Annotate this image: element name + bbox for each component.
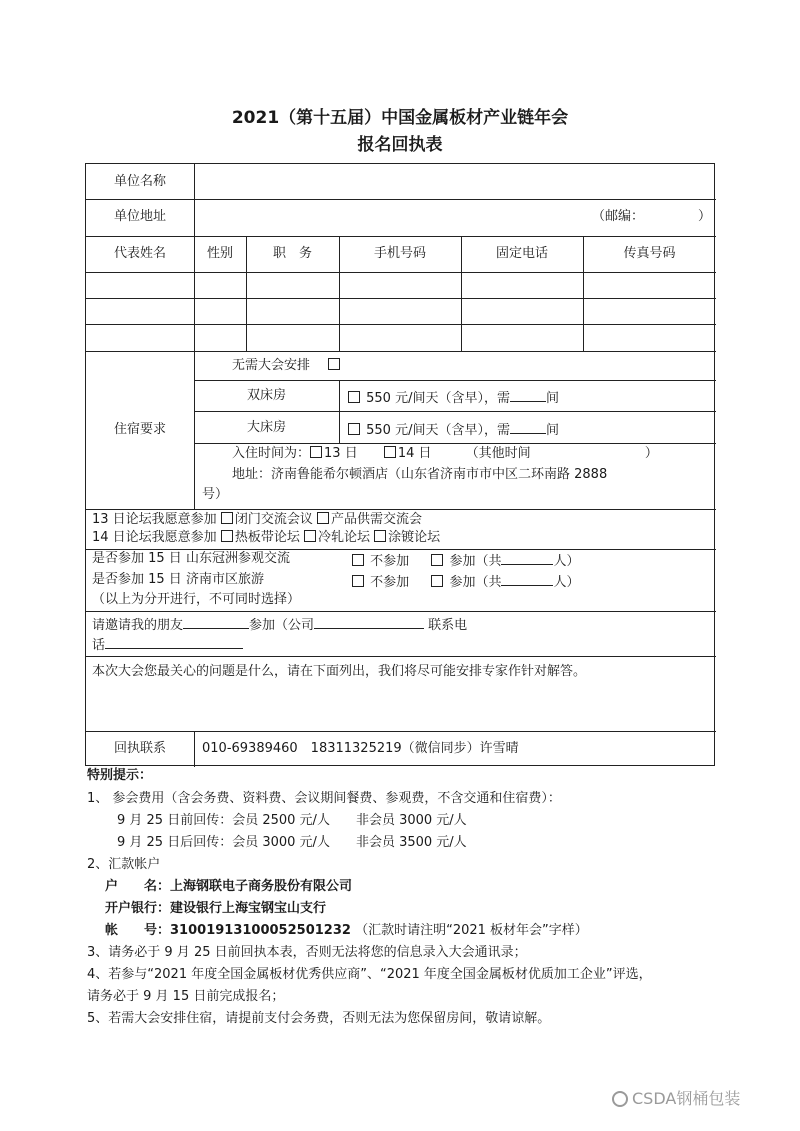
forum13-closed-checkbox[interactable]: [221, 512, 233, 524]
checkin-13-label: 13 日: [324, 446, 358, 461]
divider: [194, 411, 716, 412]
visit2-label: 是否参加 15 日 济南市区旅游: [92, 572, 264, 587]
bank-name: 建设银行上海宝钢宝山支行: [170, 901, 327, 916]
reply-contact: 010-69389460 18311325219（微信同步）许雪晴: [202, 741, 519, 756]
visit1-yes-checkbox[interactable]: [431, 554, 443, 566]
unit-name-field[interactable]: [198, 167, 712, 197]
note-4b: 请务必于 9 月 15 日前完成报名；: [87, 989, 285, 1004]
watermark-text: CSDA钢桶包装: [632, 1089, 741, 1108]
col-landline: 固定电话: [495, 246, 548, 261]
page-subtitle: 报名回执表: [357, 135, 443, 155]
double-room-label: 双床房: [246, 388, 286, 403]
note-3: 3、请务必于 9 月 25 日前回执本表，否则无法将您的信息录入大会通讯录；: [87, 945, 527, 960]
note-1b: 9 月 25 日后回传：会员 3000 元/人 非会员 3500 元/人: [117, 835, 467, 850]
forum13-row: [92, 512, 422, 528]
account-name: 上海钢联电子商务股份有限公司: [170, 879, 353, 894]
checkin-label: 入住时间为：: [232, 446, 311, 461]
forum14-coldroll-checkbox[interactable]: [304, 530, 316, 542]
col-representative-name: 代表姓名: [113, 246, 166, 261]
divider: [86, 351, 716, 352]
divider: [86, 656, 716, 657]
visit2-no-checkbox[interactable]: [352, 575, 364, 587]
account-name-row: [105, 879, 352, 895]
visit1-yes-label: 参加（共: [449, 554, 502, 569]
friend-company-field[interactable]: [314, 615, 424, 629]
col-mobile: 手机号码: [373, 246, 426, 261]
col-position: 职 务: [272, 246, 312, 261]
visit2-count-field[interactable]: [501, 572, 553, 586]
checkin-14-checkbox[interactable]: [384, 446, 396, 458]
large-room-unit: 间: [545, 423, 559, 438]
note-4: 4、若参与“2021 年度全国金属板材优秀供应商”、“2021 年度全国金属板材优质加工企业”评选，: [87, 967, 652, 982]
invite-row2: [92, 635, 243, 654]
watermark: [612, 1086, 740, 1109]
visit1-unit: 人）: [553, 554, 580, 569]
divider: [194, 443, 716, 444]
forum14-hotstrip-checkbox[interactable]: [221, 530, 233, 542]
forum13-supply-label: 产品供需交流会: [330, 512, 422, 527]
account-name-label: 户 名：: [105, 879, 171, 894]
divider: [86, 272, 716, 273]
unit-address-label: 单位地址: [113, 209, 166, 224]
friend-phone-field[interactable]: [105, 635, 243, 649]
visit1-no-label: 不参加: [370, 554, 410, 569]
visit1-no-checkbox[interactable]: [352, 554, 364, 566]
divider: [86, 509, 716, 510]
note-1a: 9 月 25 日前回传：会员 2500 元/人 非会员 3000 元/人: [117, 813, 467, 828]
hotel-address-line1: 地址：济南鲁能希尔顿酒店（山东省济南市市中区二环南路 2888: [232, 467, 608, 482]
double-room-checkbox[interactable]: [348, 391, 360, 403]
no-lodging-checkbox[interactable]: [328, 358, 340, 370]
forum13-supply-checkbox[interactable]: [317, 512, 329, 524]
visit2-yes-label: 参加（共: [449, 575, 502, 590]
invite-text3: 联系电: [428, 618, 468, 633]
hotel-address-line2: 号）: [202, 487, 229, 502]
note-2: 2、汇款帐户: [87, 857, 161, 872]
visit1-count-field[interactable]: [501, 551, 553, 565]
forum14-hotstrip-label: 热板带论坛: [234, 530, 300, 545]
large-room-price: 550 元/间天（含早），需: [366, 423, 510, 438]
visit1-options: [352, 551, 579, 570]
divider: [86, 549, 716, 550]
friend-name-field[interactable]: [183, 615, 249, 629]
unit-address-field[interactable]: [198, 203, 598, 233]
wechat-icon: [612, 1091, 628, 1107]
large-room-count-field[interactable]: [510, 420, 546, 434]
postcode-label: （邮编：: [592, 209, 645, 224]
account-number: 31001913100052501232: [170, 923, 351, 938]
note-5: 5、若需大会安排住宿，请提前支付会务费，否则无法为您保留房间，敬请谅解。: [87, 1011, 551, 1026]
large-room-checkbox[interactable]: [348, 423, 360, 435]
no-lodging-label: 无需大会安排: [232, 358, 311, 373]
visit2-no-label: 不参加: [370, 575, 410, 590]
forum14-coating-checkbox[interactable]: [374, 530, 386, 542]
checkin-14-label: 14 日: [397, 446, 432, 461]
divider: [86, 236, 716, 237]
col-gender: 性别: [206, 246, 233, 261]
forum13-label: 13 日论坛我愿意参加: [92, 512, 217, 527]
divider: [86, 324, 716, 325]
checkin-row: [232, 446, 658, 462]
invite-text4: 话: [92, 638, 106, 653]
forum14-coating-label: 涂镀论坛: [388, 530, 441, 545]
checkin-other-close: ）: [644, 446, 658, 461]
invite-row: [92, 615, 467, 634]
unit-name-label: 单位名称: [113, 174, 166, 189]
page-title: 2021（第十五届）中国金属板材产业链年会: [231, 108, 569, 128]
note-1: 1、 参会费用（含会务费、资料费、会议期间餐费、参观费，不含交通和住宿费）：: [87, 791, 561, 806]
divider: [86, 298, 716, 299]
visit1-label: 是否参加 15 日 山东冠洲参观交流: [92, 551, 290, 566]
lodging-label: 住宿要求: [113, 422, 166, 437]
divider: [339, 380, 340, 443]
invite-text1: 请邀请我的朋友: [92, 618, 184, 633]
forum14-row: [92, 530, 440, 546]
bank-label: 开户银行：: [105, 901, 171, 916]
concern-field[interactable]: [92, 684, 708, 728]
forum14-label: 14 日论坛我愿意参加: [92, 530, 217, 545]
divider: [86, 731, 716, 732]
double-room-unit: 间: [545, 391, 559, 406]
registration-form: [85, 163, 715, 766]
double-room-price: 550 元/间天（含早），需: [366, 391, 510, 406]
visit-note: （以上为分开进行，不可同时选择）: [92, 592, 301, 607]
checkin-other-label: （其他时间: [465, 446, 531, 461]
account-number-note: （汇款时请注明“2021 板材年会”字样）: [355, 923, 588, 938]
checkin-13-checkbox[interactable]: [310, 446, 322, 458]
reply-label: 回执联系: [113, 741, 166, 756]
account-number-label: 帐 号：: [105, 923, 171, 938]
postcode-close: ）: [698, 209, 712, 224]
concern-prompt: 本次大会您最关心的问题是什么，请在下面列出，我们将尽可能安排专家作针对解答。: [92, 664, 587, 679]
visit2-yes-checkbox[interactable]: [431, 575, 443, 587]
invite-text2: 参加（公司: [249, 618, 315, 633]
double-room-option: [348, 388, 559, 407]
bank-row: [105, 901, 326, 917]
large-room-label: 大床房: [246, 420, 286, 435]
divider: [86, 199, 716, 200]
visit2-unit: 人）: [553, 575, 580, 590]
col-fax: 传真号码: [623, 246, 676, 261]
double-room-count-field[interactable]: [510, 388, 546, 402]
no-lodging-option: [232, 358, 342, 374]
visit2-options: [352, 572, 579, 591]
forum13-closed-label: 闭门交流会议: [234, 512, 313, 527]
forum14-coldroll-label: 冷轧论坛: [317, 530, 370, 545]
large-room-option: [348, 420, 559, 439]
account-number-row: [105, 923, 588, 939]
notes-heading: 特别提示：: [87, 768, 153, 783]
divider: [194, 731, 195, 767]
divider: [86, 611, 716, 612]
divider: [194, 380, 716, 381]
